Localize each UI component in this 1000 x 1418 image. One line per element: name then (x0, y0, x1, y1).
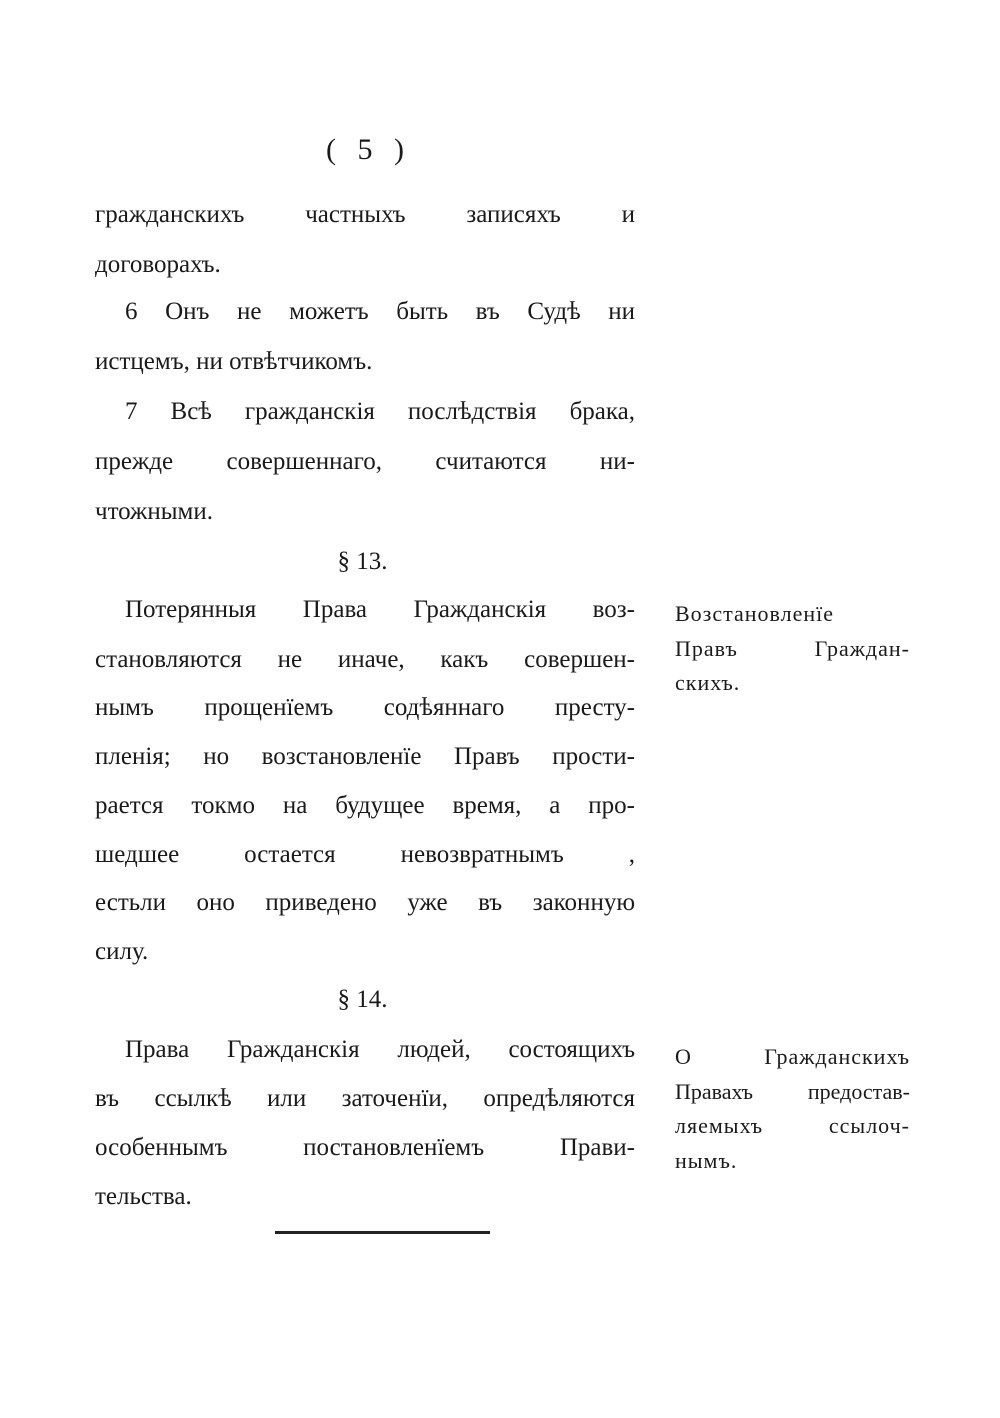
text-line: тельства. (95, 1183, 192, 1210)
text-line: естьли оно приведено уже въ законную (95, 889, 635, 916)
text-line: Права Гражданскія людей, состоящихъ (125, 1036, 635, 1063)
text-line: договорахъ. (95, 251, 221, 278)
text-line: особеннымъ постановленїемъ Прави- (95, 1134, 635, 1161)
text-line: 6 Онъ не можетъ быть въ Судѣ ни (125, 298, 635, 325)
text-line: нымъ прощенїемъ содѣяннаго престу- (95, 694, 635, 721)
margin-note-line: скихъ. (675, 670, 741, 695)
margin-note-line: Возстановленїе (675, 601, 835, 626)
page-number: ( 5 ) (326, 133, 404, 166)
text-line: 7 Всѣ гражданскія послѣдствія брака, (125, 398, 635, 425)
text-line: прежде совершеннаго, считаются ни- (95, 448, 635, 475)
section-14-heading: § 14. (337, 986, 388, 1013)
text-line: чтожными. (95, 498, 213, 525)
margin-note-line: нымъ. (675, 1148, 738, 1173)
text-line: въ ссылкѣ или заточенїи, опредѣляются (95, 1085, 635, 1112)
text-line: пленія; но возстановленїе Правъ прости- (95, 743, 635, 770)
text-line: рается токмо на будущее время, а про- (95, 792, 635, 819)
margin-note-line: Правахъ предостав- (675, 1079, 910, 1104)
section-13-heading: § 13. (337, 548, 388, 575)
text-line: гражданскихъ частныхъ записяхъ и (95, 201, 635, 228)
margin-note-line: О Гражданскихъ (675, 1044, 910, 1069)
margin-note-line: ляемыхъ ссылоч- (675, 1113, 910, 1138)
text-line: становляются не иначе, какъ совершен- (95, 646, 635, 673)
text-line: силу. (95, 938, 149, 965)
margin-note-line: Правъ Граждан- (675, 636, 910, 661)
end-rule (275, 1231, 490, 1234)
text-line: Потерянныя Права Гражданскія воз- (125, 596, 635, 623)
text-line: истцемъ, ни отвѣтчикомъ. (95, 348, 373, 375)
text-line: шедшее остается невозвратнымъ , (95, 841, 635, 868)
